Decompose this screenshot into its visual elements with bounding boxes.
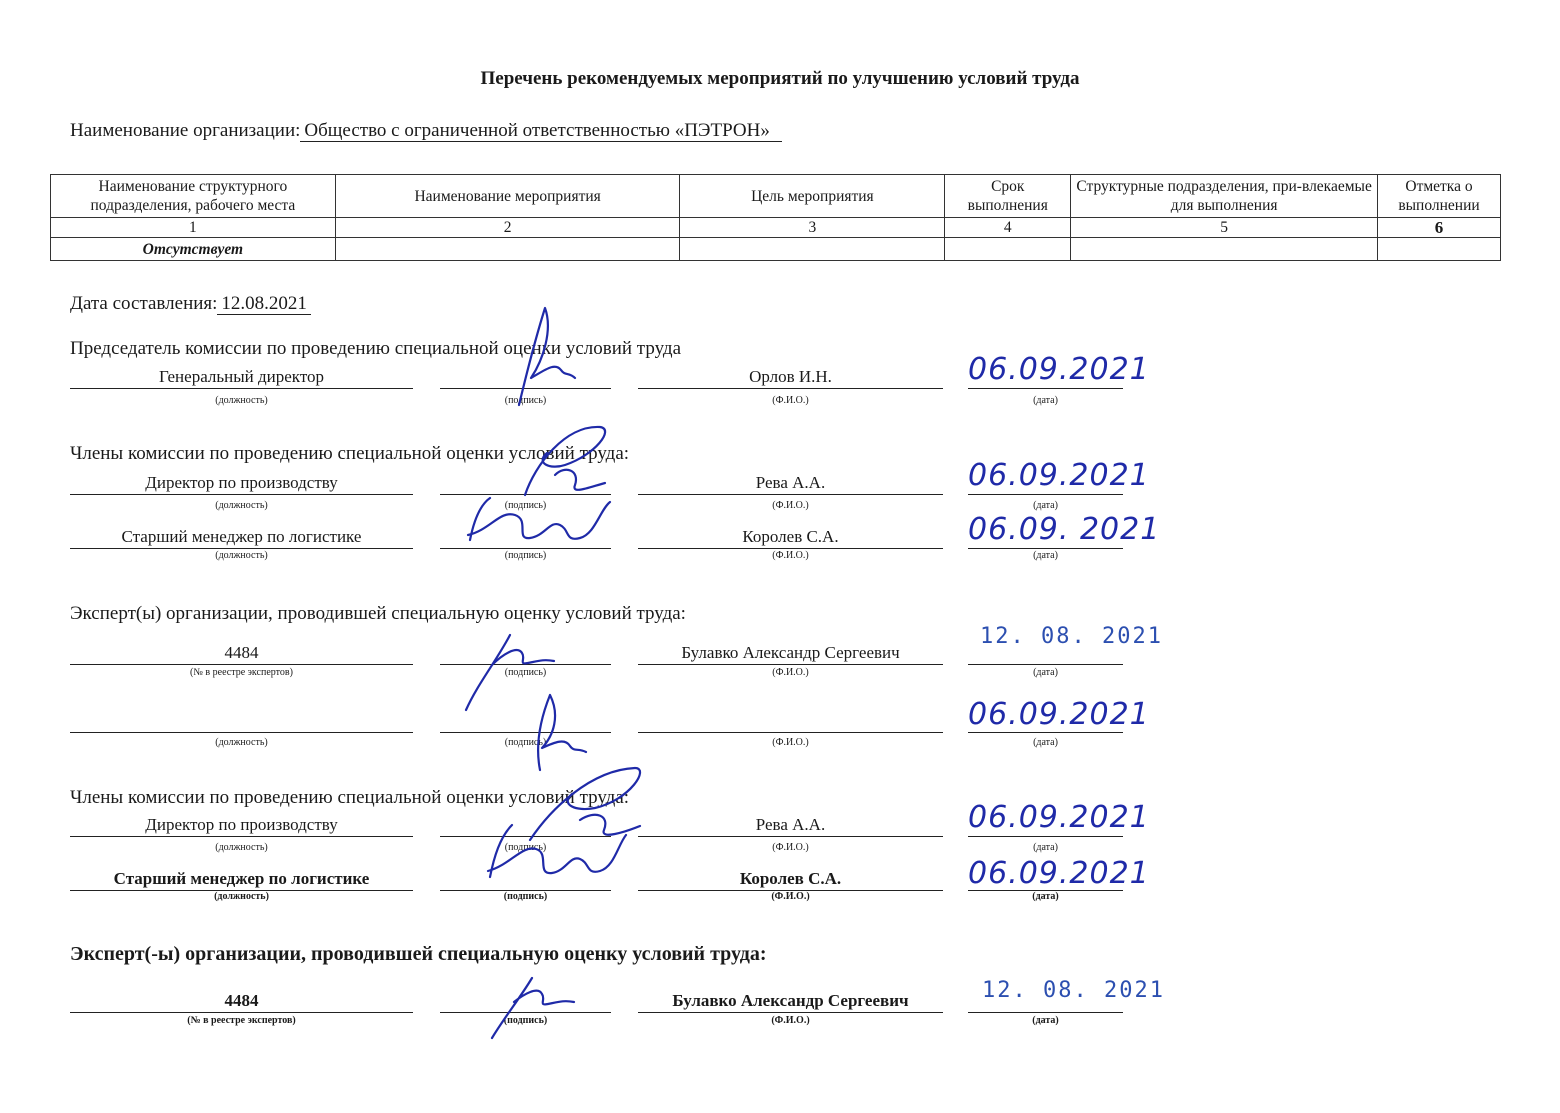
caption-fio: (Ф.И.О.) [772,667,809,678]
member-date-handwritten: 06.09. 2021 [968,512,1161,547]
caption-fio: (Ф.И.О.) [772,500,809,511]
caption-date: (дата) [1033,550,1058,561]
member-position: Старший менеджер по логистике [70,526,413,549]
document-title: Перечень рекомендуемых мероприятий по улучшению условий труда [480,68,1080,89]
table-number-row [51,218,1501,238]
table-cell [335,238,680,261]
header-cell: Срок выполнения [945,175,1071,218]
caption-signature: (подпись) [504,667,547,678]
caption-registry: (№ в реестре экспертов) [187,1015,296,1026]
member-signature [460,490,620,550]
expert-fio: Булавко Александр Сергеевич [638,642,943,665]
table-header-row [51,175,1501,218]
member-position: Директор по производству [70,814,413,837]
caption-fio: (Ф.И.О.) [771,891,810,902]
caption-fio: (Ф.И.О.) [772,395,809,406]
caption-date: (дата) [1033,395,1058,406]
caption-fio: (Ф.И.О.) [772,737,809,748]
chairman-position: Генеральный директор [70,366,413,389]
caption-position: (должность) [214,891,269,902]
member-signature [478,815,628,885]
caption-signature: (подпись) [504,550,547,561]
caption-signature: (подпись) [504,395,547,406]
compile-date-line [70,293,311,315]
column-number: 3 [680,218,945,238]
caption-date: (дата) [1033,737,1058,748]
table-cell [945,238,1071,261]
expert-registry-number: 4484 [70,642,413,665]
table-cell [1378,238,1501,261]
member-date-handwritten: 06.09.2021 [968,458,1150,493]
organization-line [70,120,782,142]
table-cell [680,238,945,261]
member-fio: Королев С.А. [638,526,943,549]
caption-fio: (Ф.И.О.) [772,842,809,853]
header-cell: Структурные подразделения, при-влекаемые для выполнения [1071,175,1378,218]
caption-signature: (подпись) [503,1015,548,1026]
caption-signature: (подпись) [504,500,547,511]
caption-position: (должность) [215,550,268,561]
header-cell: Наименование мероприятия [335,175,680,218]
header-cell: Отметка о выполнении [1378,175,1501,218]
caption-date: (дата) [1032,1015,1059,1026]
organization-name: Общество с ограниченной ответственностью «ПЭТРОН» [300,120,781,142]
table-cell [1071,238,1378,261]
expert-fio-line [638,710,943,733]
compile-date-value: 12.08.2021 [217,293,311,315]
member-position: Старший менеджер по логистике [70,868,413,891]
expert-stamp-date: 12. 08. 2021 [980,624,1163,649]
member-fio: Рева А.А. [638,814,943,837]
caption-date: (дата) [1033,500,1058,511]
caption-date: (дата) [1033,842,1058,853]
caption-fio: (Ф.И.О.) [771,1015,810,1026]
caption-registry: (№ в реестре экспертов) [190,667,293,678]
caption-position: (должность) [215,500,268,511]
chairman-heading: Председатель комиссии по проведению специальной оценки условий труда [70,338,681,359]
column-number: 2 [335,218,680,238]
header-cell: Цель мероприятия [680,175,945,218]
organization-label: Наименование организации: [70,120,301,141]
expert-signature [488,972,578,1042]
expert-stamp-date: 12. 08. 2021 [982,978,1165,1003]
header-cell: Наименование структурного подразделения, рабочего места [51,175,336,218]
members2-heading: Члены комиссии по проведению специальной оценки условий труда: [70,787,630,808]
compile-date-label: Дата составления: [70,293,218,314]
caption-fio: (Ф.И.О.) [772,550,809,561]
caption-signature: (подпись) [504,842,547,853]
caption-signature: (подпись) [503,891,548,902]
expert-date-handwritten: 06.09.2021 [968,697,1150,732]
member-fio: Королев С.А. [638,868,943,891]
expert-fio: Булавко Александр Сергеевич [638,990,943,1013]
expert-position-line [70,710,413,733]
column-number: 1 [51,218,336,238]
caption-date: (дата) [1033,667,1058,678]
table-row [51,238,1501,261]
expert-registry-number: 4484 [70,990,413,1013]
caption-position: (должность) [215,395,268,406]
member-date-handwritten: 06.09.2021 [968,800,1150,835]
table-cell: Отсутствует [51,238,336,261]
chairman-signature [505,300,585,410]
chairman-date-handwritten: 06.09.2021 [968,352,1150,387]
experts1-heading: Эксперт(ы) организации, проводившей специальную оценку условий труда: [70,603,686,624]
column-number: 6 [1378,218,1501,238]
member-position: Директор по производству [70,472,413,495]
measures-table [50,174,1501,261]
caption-position: (должность) [215,737,268,748]
caption-date: (дата) [1032,891,1059,902]
members1-heading: Члены комиссии по проведению специальной оценки условий труда: [70,443,630,464]
member-fio: Рева А.А. [638,472,943,495]
column-number: 4 [945,218,1071,238]
member-date-handwritten: 06.09.2021 [968,856,1150,891]
experts2-heading: Эксперт(-ы) организации, проводившей специальную оценку условий труда: [70,943,767,965]
column-number: 5 [1071,218,1378,238]
caption-position: (должность) [215,842,268,853]
chairman-fio: Орлов И.Н. [638,366,943,389]
caption-signature: (подпись) [504,737,547,748]
